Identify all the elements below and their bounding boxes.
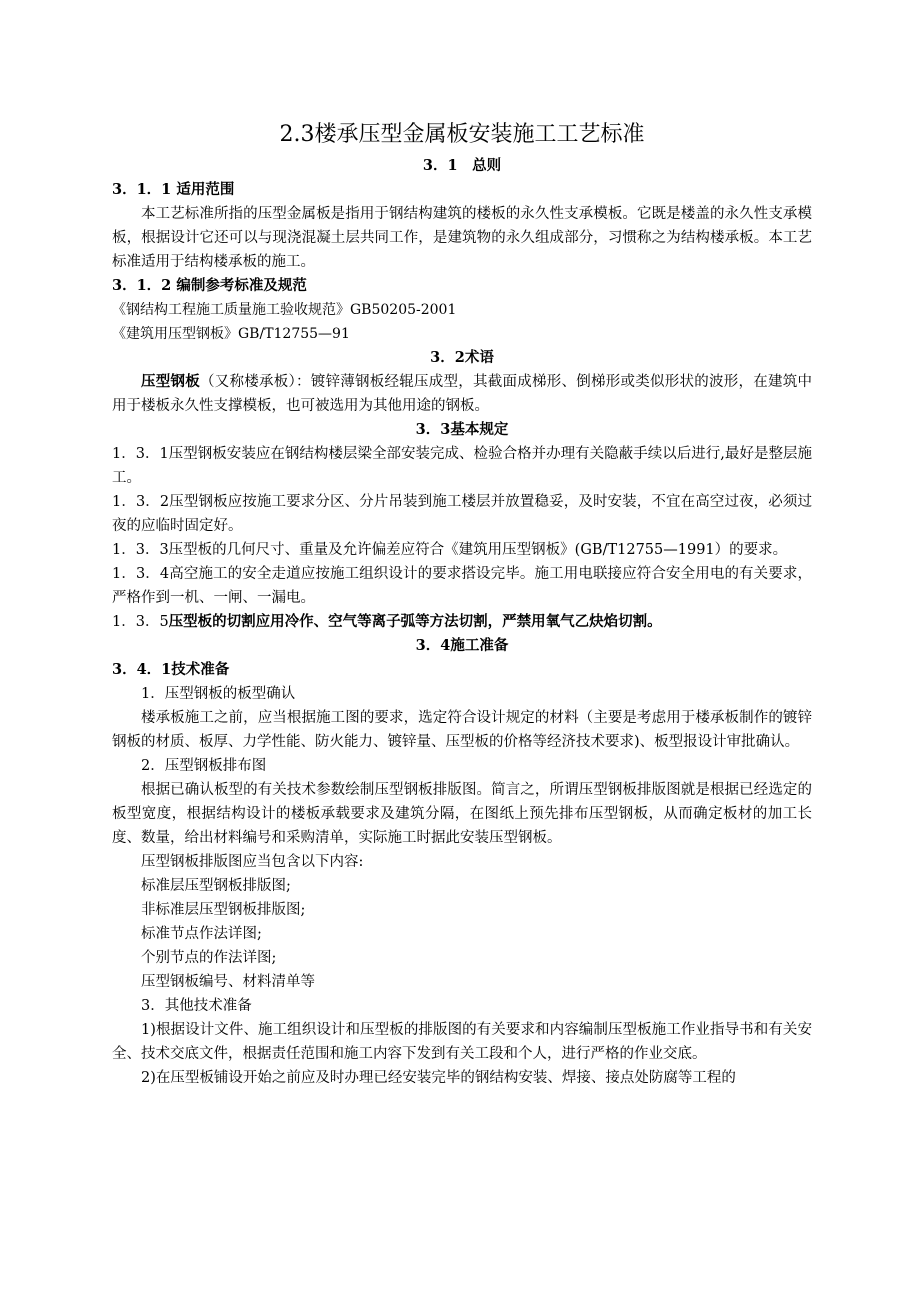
list-item: 非标准层压型钢板排版图;: [141, 902, 306, 918]
list-item: 标准层压型钢板排版图;: [141, 878, 291, 894]
rule-item-3: 1．3．3压型板的几何尺寸、重量及允许偏差应符合《建筑用压型钢板》(GB/T12755—1991）的要求。: [112, 542, 788, 558]
paragraph-term-definition: [112, 370, 812, 418]
item-title-2: 2．压型钢板排布图: [141, 758, 267, 774]
paragraph-scope: 本工艺标准所指的压型金属板是指用于钢结构建筑的楼板的永久性支承模板。它既是楼盖的永久性支承模板，根据设计它还可以与现浇混凝土层共同工作，是建筑物的永久组成部分，习惯称之为结构楼承板。本工艺标准适用于结构楼承板的施工。: [112, 206, 812, 270]
subsection-heading-3-1-1: 3．1．1 适用范围: [112, 181, 235, 198]
rule-item-5: [112, 610, 812, 634]
term-definition: （又称楼承板）：镀锌薄钢板经辊压成型，其截面成梯形、倒梯形或类似形状的波形，在建筑中用于楼板永久性支撑模板，也可被选用为其他用途的钢板。: [112, 374, 812, 414]
rule-item-5-number: 1．3．5: [112, 614, 169, 630]
section-heading-3-3: 3．3基本规定: [415, 421, 509, 438]
list-item: 个别节点的作法详图;: [141, 950, 277, 966]
item-title-1: 1．压型钢板的板型确认: [141, 686, 296, 702]
document-page: [112, 120, 812, 1090]
document-title: 2.3楼承压型金属板安装施工工艺标准: [279, 122, 645, 147]
paragraph-other-prep-1: 1)根据设计文件、施工组织设计和压型板的排版图的有关要求和内容编制压型板施工作业指导书和有关安全、技术交底文件，根据责任范围和施工内容下发到有关工段和个人，进行严格的作业交底。: [112, 1022, 812, 1062]
section-heading-3-4: 3．4施工准备: [415, 637, 509, 654]
paragraph-board-type: 楼承板施工之前，应当根据施工图的要求，选定符合设计规定的材料（主要是考虑用于楼承板制作的镀锌钢板的材质、板厚、力学性能、防火能力、镀锌量、压型板的价格等经济技术要求)、板型报设计审批确认。: [112, 710, 812, 750]
list-item: 标准节点作法详图;: [141, 926, 262, 942]
rule-item-2: 1．3．2压型钢板应按施工要求分区、分片吊装到施工楼层并放置稳妥，及时安装，不宜在高空过夜，必须过夜的应临时固定好。: [112, 494, 812, 534]
subsection-heading-3-1-2: 3．1．2 编制参考标准及规范: [112, 277, 307, 294]
item-title-3: 3．其他技术准备: [141, 998, 252, 1014]
paragraph-layout-drawing: 根据已确认板型的有关技术参数绘制压型钢板排版图。简言之，所谓压型钢板排版图就是根据已经选定的板型宽度，根据结构设计的楼板承载要求及建筑分隔，在图纸上预先排布压型钢板，从而确定板材的加工长度、数量，给出材料编号和采购清单，实际施工时据此安装压型钢板。: [112, 782, 812, 846]
term-name: 压型钢板: [141, 373, 200, 390]
section-heading-3-2: 3．2术语: [430, 349, 494, 366]
rule-item-4: 1．3．4高空施工的安全走道应按施工组织设计的要求搭设完毕。施工用电联接应符合安全用电的有关要求，严格作到一机、一闸、一漏电。: [112, 566, 812, 606]
paragraph-layout-contents: 压型钢板排版图应当包含以下内容:: [141, 854, 364, 870]
rule-item-5-text: 压型板的切割应用冷作、空气等离子弧等方法切割，严禁用氧气乙炔焰切割。: [168, 613, 662, 630]
rule-item-1: 1．3．1压型钢板安装应在钢结构楼层梁全部安装完成、检验合格并办理有关隐蔽手续以后进行,最好是整层施工。: [112, 446, 812, 486]
subsection-heading-3-4-1: 3．4．1技术准备: [112, 661, 230, 678]
reference-standard-2: 《建筑用压型钢板》GB/T12755—91: [112, 326, 350, 342]
reference-standard-1: 《钢结构工程施工质量施工验收规范》GB50205-2001: [112, 302, 457, 318]
section-heading-3-1: 3．1 总则: [422, 157, 502, 174]
list-item: 压型钢板编号、材料清单等: [141, 974, 315, 990]
paragraph-other-prep-2: 2)在压型板铺设开始之前应及时办理已经安装完毕的钢结构安装、焊接、接点处防腐等工程的: [141, 1070, 736, 1086]
